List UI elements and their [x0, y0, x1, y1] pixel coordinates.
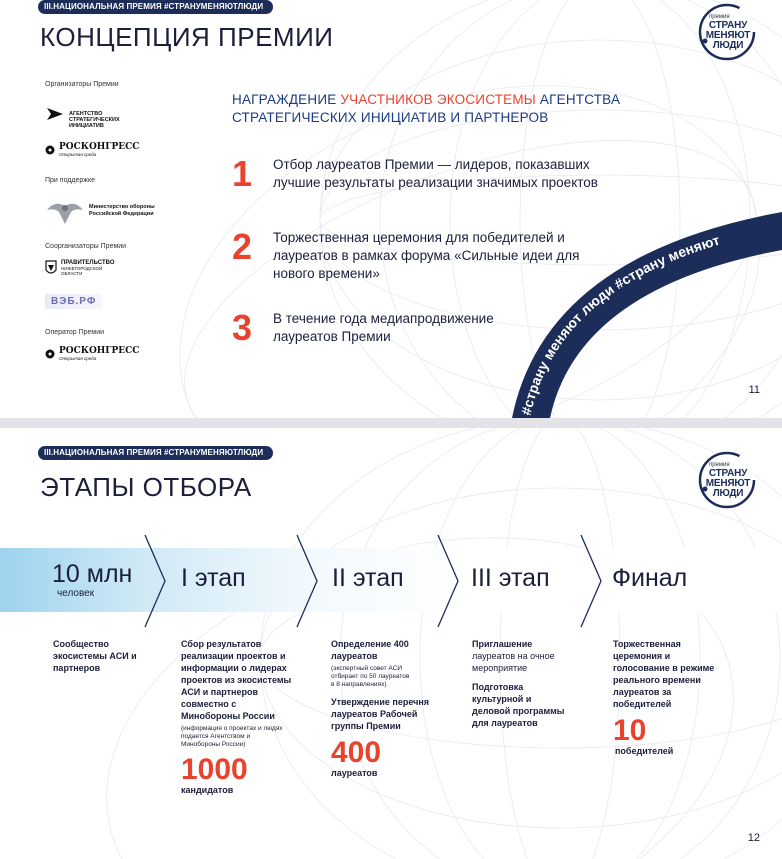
col4-caption: победителей [615, 746, 674, 756]
col2-number: 400 [331, 736, 382, 769]
slide-separator [0, 418, 782, 428]
chevron-right-icon [296, 534, 318, 628]
chevron-right-icon [437, 534, 459, 628]
slide-concept [0, 0, 782, 418]
col2-note: (экспертный совет АСИ отбирает по 50 лауреатов в 8 направлениях) [331, 665, 410, 688]
chevron-right-icon [580, 534, 602, 628]
item-text: В течение года медиапродвижение лауреатов Премии [273, 311, 494, 344]
award-logo-line3-2: ЛЮДИ [712, 488, 744, 499]
page-number: 11 [748, 384, 760, 396]
page-title-2: ЭТАПЫ ОТБОРА [40, 472, 252, 502]
support-label: При поддержке [45, 177, 95, 184]
slide-stages [0, 428, 782, 859]
header-pill-2: III.НАЦИОНАЛЬНАЯ ПРЕМИЯ #СТРАНУМЕНЯЮТЛЮДИ [38, 446, 273, 460]
roscongress-name: РОСКОНГРЕСС [59, 142, 140, 152]
gov-line1: ПРАВИТЕЛЬСТВО [61, 260, 115, 266]
stage-final-label: Финал [612, 564, 688, 592]
asi-line2: СТРАТЕГИЧЕСКИХ [69, 117, 120, 123]
col4-text: Торжественная церемония и голосование в режиме реального времени лауреатов за победителей [613, 639, 715, 709]
roscongress-sub: Открытая среда [59, 152, 97, 157]
col2-text-2: Утверждение перечня лауреатов Рабочей группы Премии [331, 697, 430, 731]
col1-caption: кандидатов [181, 785, 234, 795]
award-logo-line1-2: СТРАНУ [708, 468, 748, 479]
col3-regular: лауреатов на очное мероприятие [472, 651, 555, 673]
col1-note: (информация о проектах и людях подается Агентством и Минобороны России) [181, 725, 283, 748]
mod-line1: Министерство обороны [89, 204, 155, 210]
organizers-label: Организаторы Премии [45, 81, 119, 88]
stage-column-0 [53, 638, 145, 674]
award-logo-small: премия [709, 14, 730, 20]
award-logo-small-2: премия [709, 462, 730, 468]
coorganizers-label: Соорганизаторы Премии [45, 243, 127, 250]
chevron-right-icon [144, 534, 166, 628]
roscongress-sub-2: Открытая среда [59, 356, 97, 361]
heading-accent: УЧАСТНИКОВ ЭКОСИСТЕМЫ [340, 92, 536, 107]
stage-column-1 [181, 638, 293, 796]
col4-number: 10 [613, 714, 647, 747]
gov-line2: НИЖЕГОРОДСКОЙ [61, 266, 103, 271]
item-text: Торжественная церемония для победителей и лауреатов в рамках форума «Сильные идеи для нового времени» [273, 230, 580, 281]
stage-column-2 [331, 638, 439, 779]
award-logo-2 [697, 450, 757, 510]
col3-text: Приглашение [472, 639, 533, 649]
asi-line1: АГЕНТСТВО [69, 111, 103, 117]
item-number: 2 [232, 226, 253, 267]
award-logo-line2: МЕНЯЮТ [705, 30, 751, 41]
people-count: 10 млн [52, 560, 133, 588]
award-logo-line2-2: МЕНЯЮТ [705, 478, 751, 489]
col1-number: 1000 [181, 753, 248, 786]
asi-line3: ИНИЦИАТИВ [69, 123, 104, 129]
header-pill: III.НАЦИОНАЛЬНАЯ ПРЕМИЯ #СТРАНУМЕНЯЮТЛЮДИ [38, 0, 273, 14]
item-number: 3 [232, 307, 253, 348]
item-text: Отбор лауреатов Премии — лидеров, показавших лучшие результаты реализации значимых проектов [273, 157, 598, 190]
page-title: КОНЦЕПЦИЯ ПРЕМИИ [40, 22, 334, 52]
page-number-2: 12 [747, 832, 760, 844]
col2-caption: лауреатов [331, 768, 378, 778]
col3-text-2: Подготовка культурной и деловой программы для лауреатов [472, 682, 565, 728]
heading-line2: СТРАТЕГИЧЕСКИХ ИНИЦИАТИВ И ПАРТНЕРОВ [232, 110, 549, 125]
people-caption: человек [57, 588, 95, 599]
item-number: 1 [232, 153, 253, 194]
award-logo-line3: ЛЮДИ [712, 40, 744, 51]
veb-text: ВЭБ.РФ [45, 294, 102, 309]
hashtag-arc [0, 0, 782, 418]
operator-label: Оператор Премии [45, 329, 105, 336]
roscongress-name-2: РОСКОНГРЕСС [59, 346, 140, 356]
stage-2-label: II этап [332, 564, 404, 592]
heading-part2: АГЕНТСТВА [535, 92, 621, 107]
col0-text: Сообщество экосистемы АСИ и партнеров [53, 639, 137, 673]
col2-text: Определение 400 лауреатов [331, 639, 409, 661]
mod-line2: Российской Федерации [89, 211, 154, 217]
col1-text: Сбор результатов реализации проектов и информации о лидерах проектов из экосистемы АСИ и партнеров совместно с Минобороны России [181, 639, 292, 721]
gov-line3: ОБЛАСТИ [61, 271, 83, 276]
stage-3-label: III этап [471, 564, 550, 592]
stage-column-4 [613, 638, 718, 757]
hashtag-arc-text: #страну меняют люди #страну меняют [517, 231, 722, 417]
heading-part1: НАГРАЖДЕНИЕ [232, 92, 341, 107]
stage-1-label: I этап [181, 564, 246, 592]
award-logo-line1: СТРАНУ [708, 20, 748, 31]
stage-column-3 [472, 638, 572, 729]
